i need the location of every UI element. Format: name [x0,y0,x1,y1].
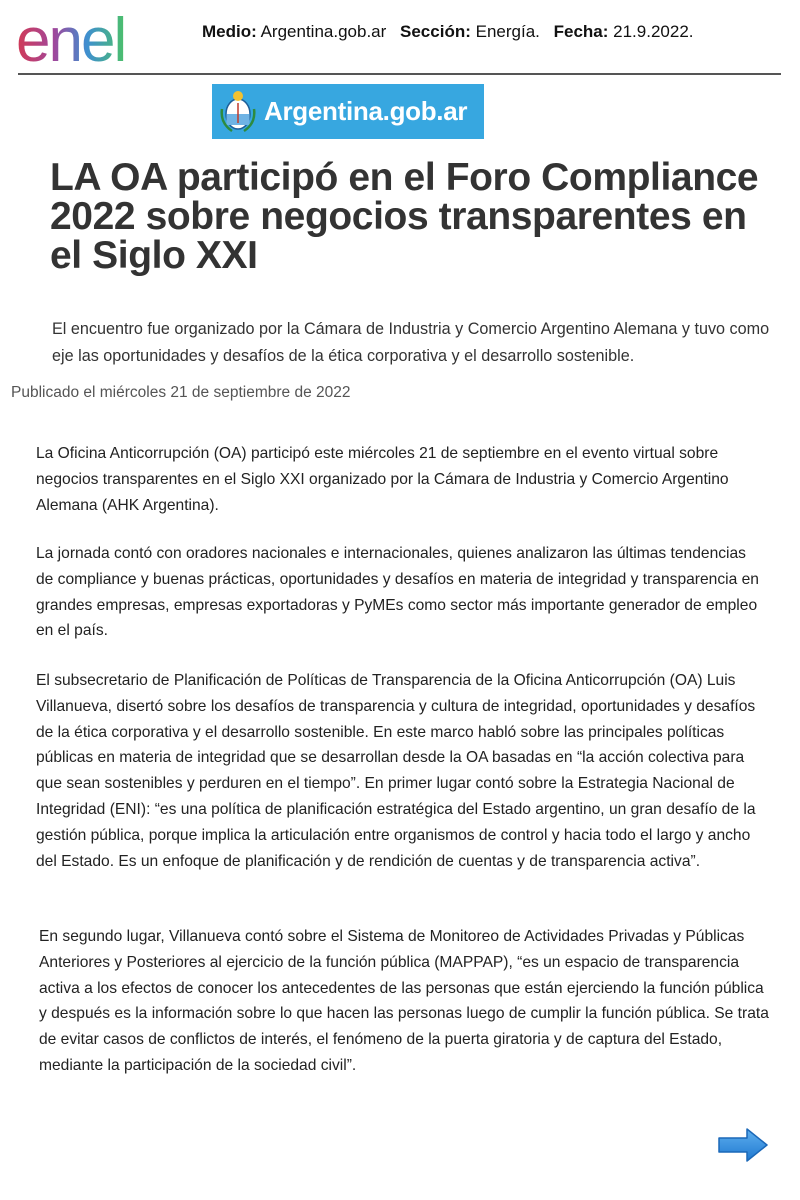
medio-label: Medio: [202,22,257,41]
argentina-gob-ar-banner [212,84,484,139]
svg-text:enel: enel [16,6,126,70]
argentina-coat-of-arms-icon [218,89,258,135]
medio-value: Argentina.gob.ar [260,22,387,41]
seccion-label: Sección: [400,22,471,41]
enel-logo [16,6,170,70]
fecha-label: Fecha: [553,22,609,41]
article-lead: El encuentro fue organizado por la Cámara de Industria y Comercio Argentino Alemana y tuvo como eje las oportunidades y desafíos de la ética corporativa y el desarrollo sostenible. [52,320,770,365]
fecha-value: 21.9.2022. [613,22,694,41]
article-paragraph: El subsecretario de Planificación de Políticas de Transparencia de la Oficina Anticorrupción (OA) Luis Villanueva, disertó sobre los desafíos de transparencia y cultura de integridad, oportunidades y desafíos de la ética corporativa y el desarrollo sostenible. En este marco habló sobre las principales políticas públicas en materia de integridad que se desarrollan desde la OA basadas en “la acción colectiva para que sean sostenibles y perduren en el tiempo”. En primer lugar contó sobre la Estrategia Nacional de Integridad (ENI): “es una política de planificación estratégica del Estado argentino, un gran desafío de la gestión pública, porque implica la articulación entre organismos de control y hacia todo el largo y ancho del Estado. Es un enfoque de planificación y de rendición de cuentas y de transparencia activa”. [36,672,756,870]
arrow-right-icon[interactable] [717,1127,769,1163]
header-divider [18,73,781,75]
site-name: Argentina.gob.ar [264,96,468,126]
article-title: LA OA participó en el Foro Compliance 2022 sobre negocios transparentes en el Siglo XXI [50,156,759,277]
article-paragraph: La jornada contó con oradores nacionales e internacionales, quienes analizaron las últimas tendencias de compliance y buenas prácticas, oportunidades y desafíos en materia de integridad y transparencia en grandes empresas, empresas exportadoras y PyMEs como sector más importante generador de empleo en el país. [36,545,759,640]
article-paragraph: La Oficina Anticorrupción (OA) participó este miércoles 21 de septiembre en el evento virtual sobre negocios transparentes en el Siglo XXI organizado por la Cámara de Industria y Comercio Argentino Alemana (AHK Argentina). [36,445,729,514]
published-date: Publicado el miércoles 21 de septiembre de 2022 [11,384,351,401]
article-meta [202,22,694,42]
article-paragraph: En segundo lugar, Villanueva contó sobre el Sistema de Monitoreo de Actividades Privadas y Públicas Anteriores y Posteriores al ejercicio de la función pública (MAPPAP), “es un espacio de transparencia activa a los efectos de conocer los antecedentes de las personas que están ejerciendo la función pública y después es la información sobre lo que hacen las personas luego de cumplir la función pública. Se trata de evitar casos de conflictos de interés, el fenómeno de la puerta giratoria y de captura del Estado, mediante la participación de la sociedad civil”. [39,928,769,1074]
seccion-value: Energía. [475,22,540,41]
